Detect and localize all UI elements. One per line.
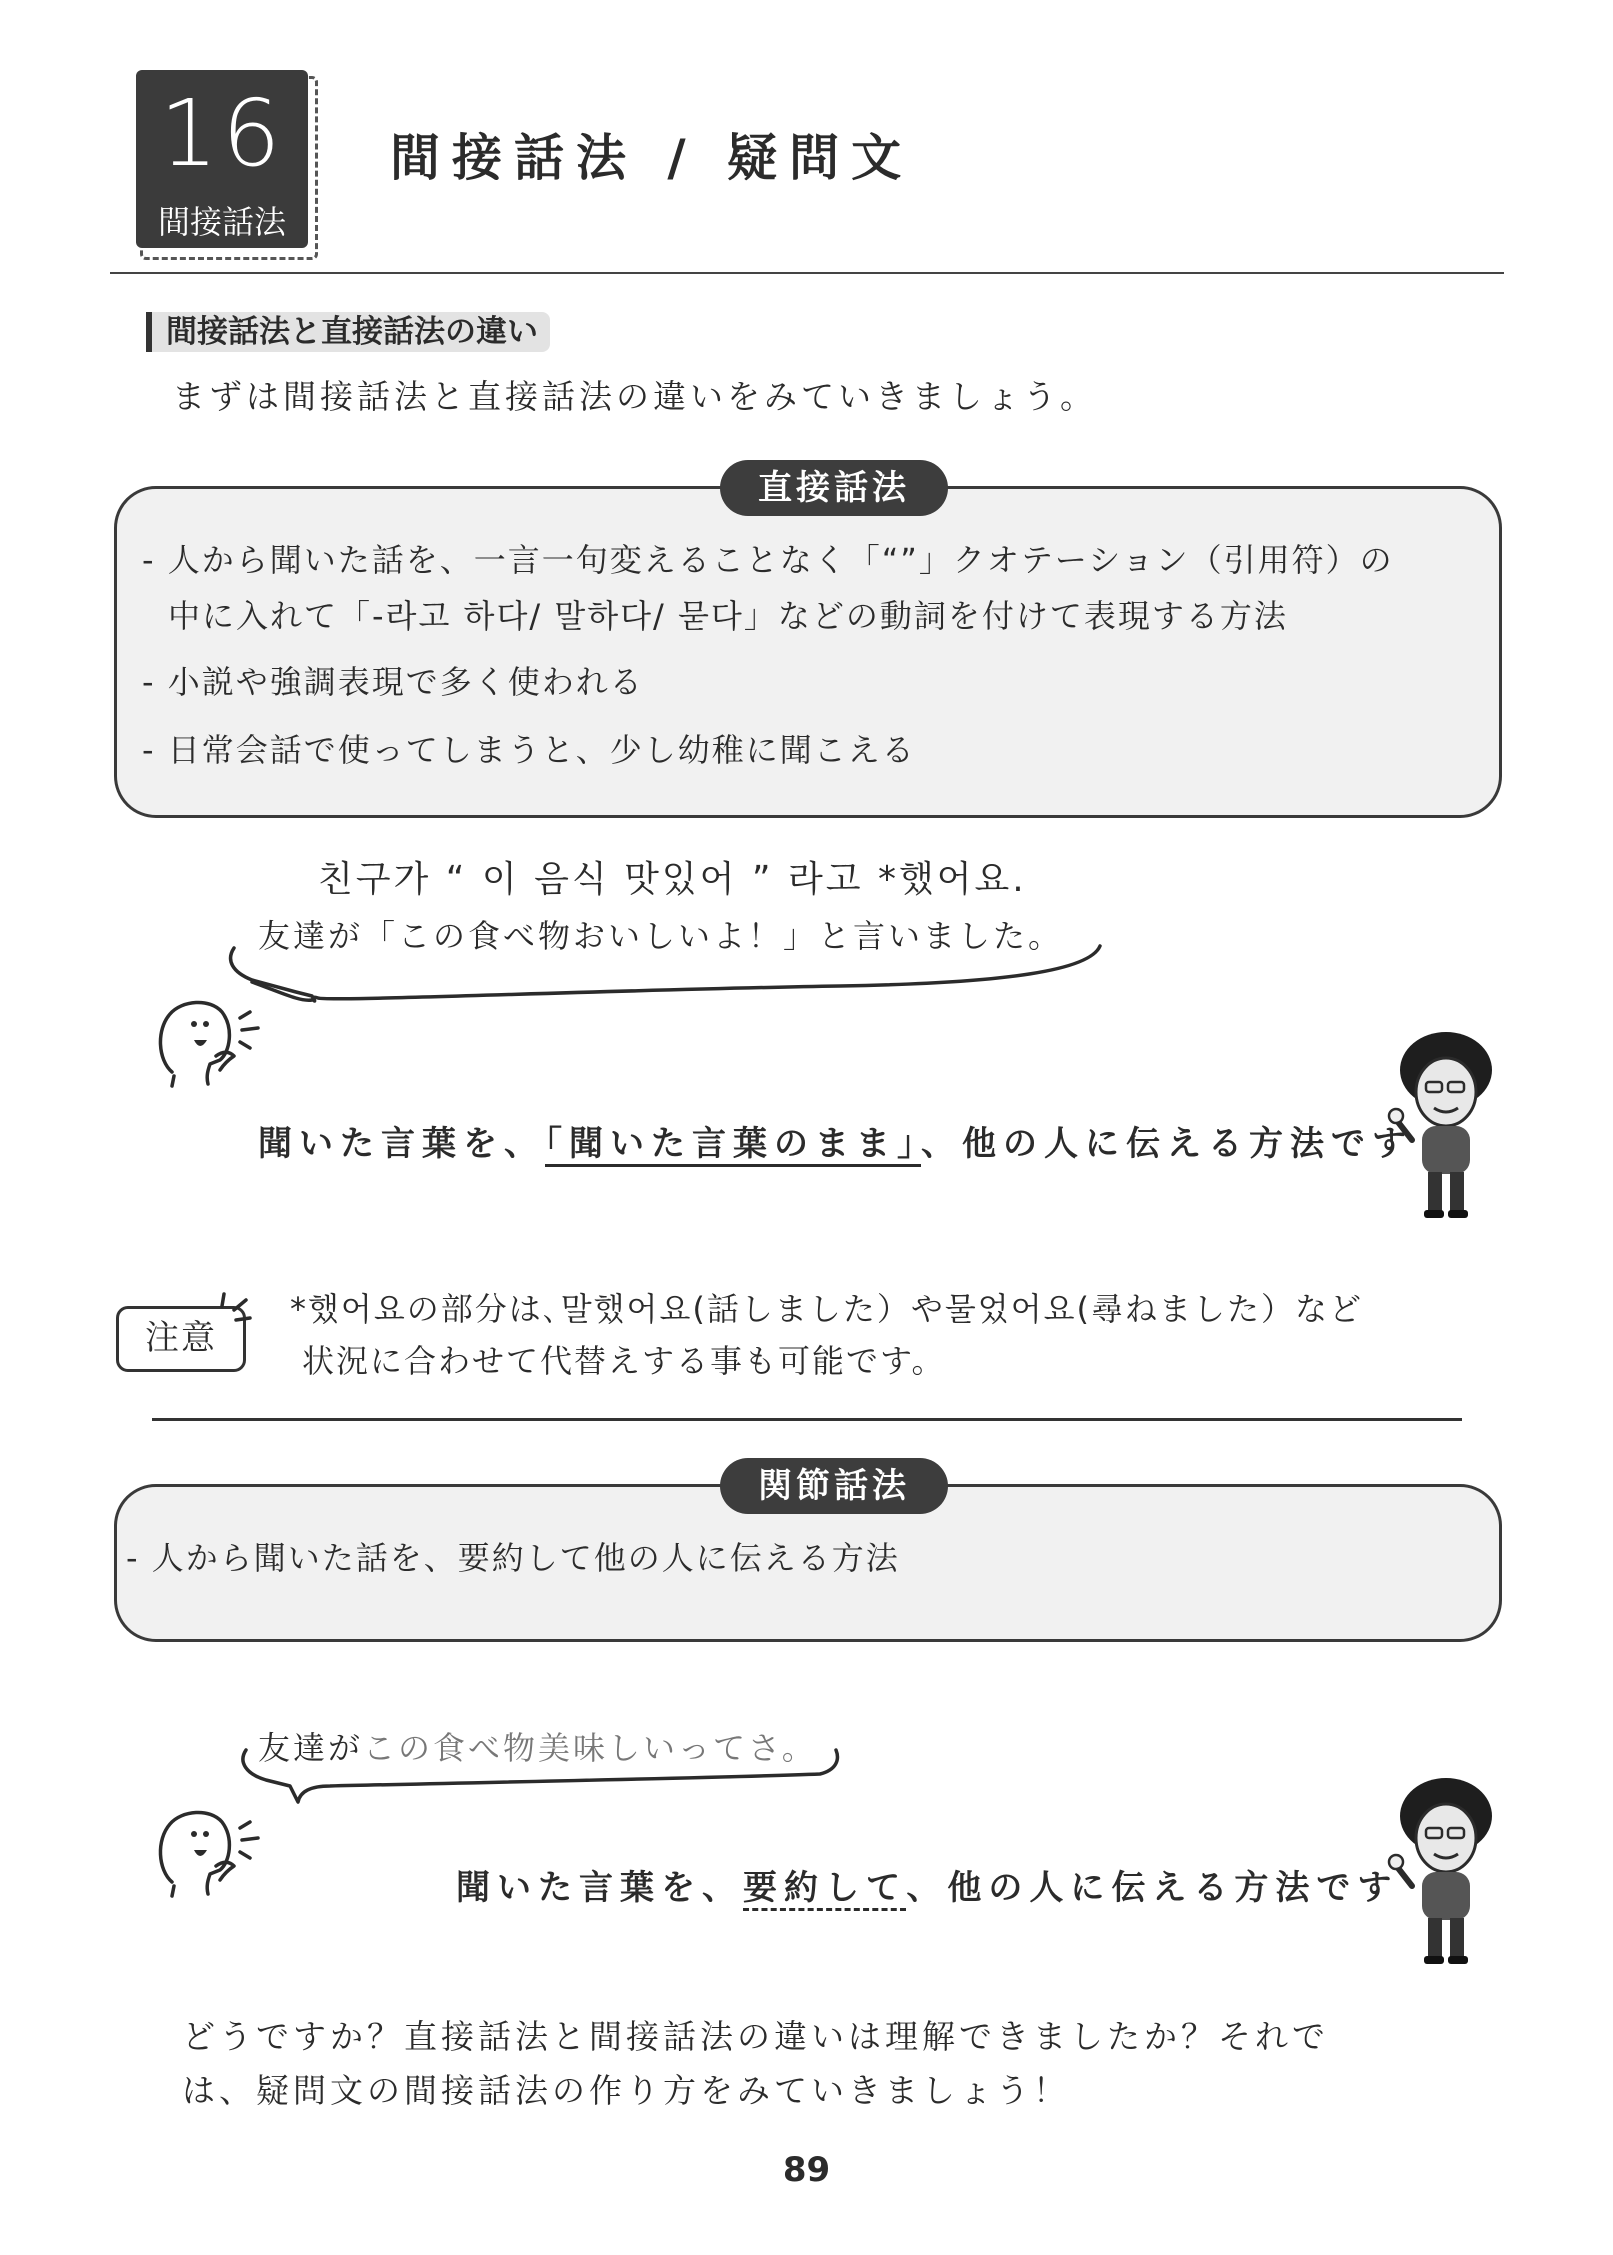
direct-explanation-emphasis: 「聞いた言葉のまま」 <box>545 1124 921 1167</box>
header-divider <box>110 272 1504 274</box>
indirect-explanation-post: 、他の人に伝える方法です <box>906 1868 1399 1908</box>
indirect-explanation-emphasis: 要約して <box>743 1868 906 1911</box>
direct-example-japanese: 友達が「この食べ物おいしいよ！」と言いました。 <box>258 917 1064 955</box>
direct-item-3: - 日常会話で使ってしまうと、少し幼稚に聞こえる <box>142 731 916 769</box>
direct-item-2: - 小説や強調表現で多く使われる <box>142 663 644 701</box>
indirect-speech-tag: 関節話法 <box>720 1458 948 1514</box>
speaking-person-icon-2 <box>150 1800 270 1900</box>
direct-explanation <box>258 1120 1413 1168</box>
section-label: 間接話法と直接話法の違い <box>146 312 550 352</box>
direct-explanation-pre: 聞いた言葉を、 <box>258 1124 545 1164</box>
closing-line-2: は、疑問文の間接話法の作り方をみていきましょう！ <box>182 2071 1070 2110</box>
section-intro: まずは間接話法と直接話法の違いをみていきましょう。 <box>172 377 1097 416</box>
page-number: 89 <box>782 2150 831 2190</box>
section-divider <box>152 1418 1462 1421</box>
note-tag: 注意 <box>116 1306 246 1372</box>
direct-example-korean: 친구가 “ 이 음식 맛있어 ” 라고 *했어요. <box>318 859 1027 900</box>
indirect-explanation <box>456 1864 1398 1912</box>
chapter-label: 間接話法 <box>157 203 286 241</box>
direct-speech-tag: 直接話法 <box>720 460 948 516</box>
professor-character-icon-2 <box>1384 1776 1504 1966</box>
indirect-explanation-pre: 聞いた言葉を、 <box>456 1868 743 1908</box>
direct-item-1a: - 人から聞いた話を、一言一句変えることなく「“”」クオテーション（引用符）の <box>142 541 1394 579</box>
direct-explanation-post: 、他の人に伝える方法です <box>921 1124 1413 1164</box>
note-line-1: *했어요の部分は､말했어요(話しました）や물었어요(尋ねました）など <box>290 1290 1364 1328</box>
indirect-example-subject: 友達が <box>258 1729 364 1767</box>
indirect-example-quote: この食べ物美味しいってさ。 <box>363 1729 817 1767</box>
note-line-2: 状況に合わせて代替えする事も可能です。 <box>302 1342 946 1380</box>
page-title: 間接話法 / 疑問文 <box>390 129 914 187</box>
chapter-badge <box>136 70 308 248</box>
indirect-item-1: - 人から聞いた話を、要約して他の人に伝える方法 <box>126 1539 900 1577</box>
chapter-number: 16 <box>159 80 285 187</box>
closing-line-1: どうですか？直接話法と間接話法の違いは理解できましたか？それで <box>182 2017 1329 2056</box>
speaking-person-icon <box>150 990 270 1090</box>
surprise-mark-icon <box>214 1290 254 1330</box>
direct-item-1b: 中に入れて「-라고 하다/ 말하다/ 묻다」などの動詞を付けて表現する方法 <box>168 597 1288 635</box>
